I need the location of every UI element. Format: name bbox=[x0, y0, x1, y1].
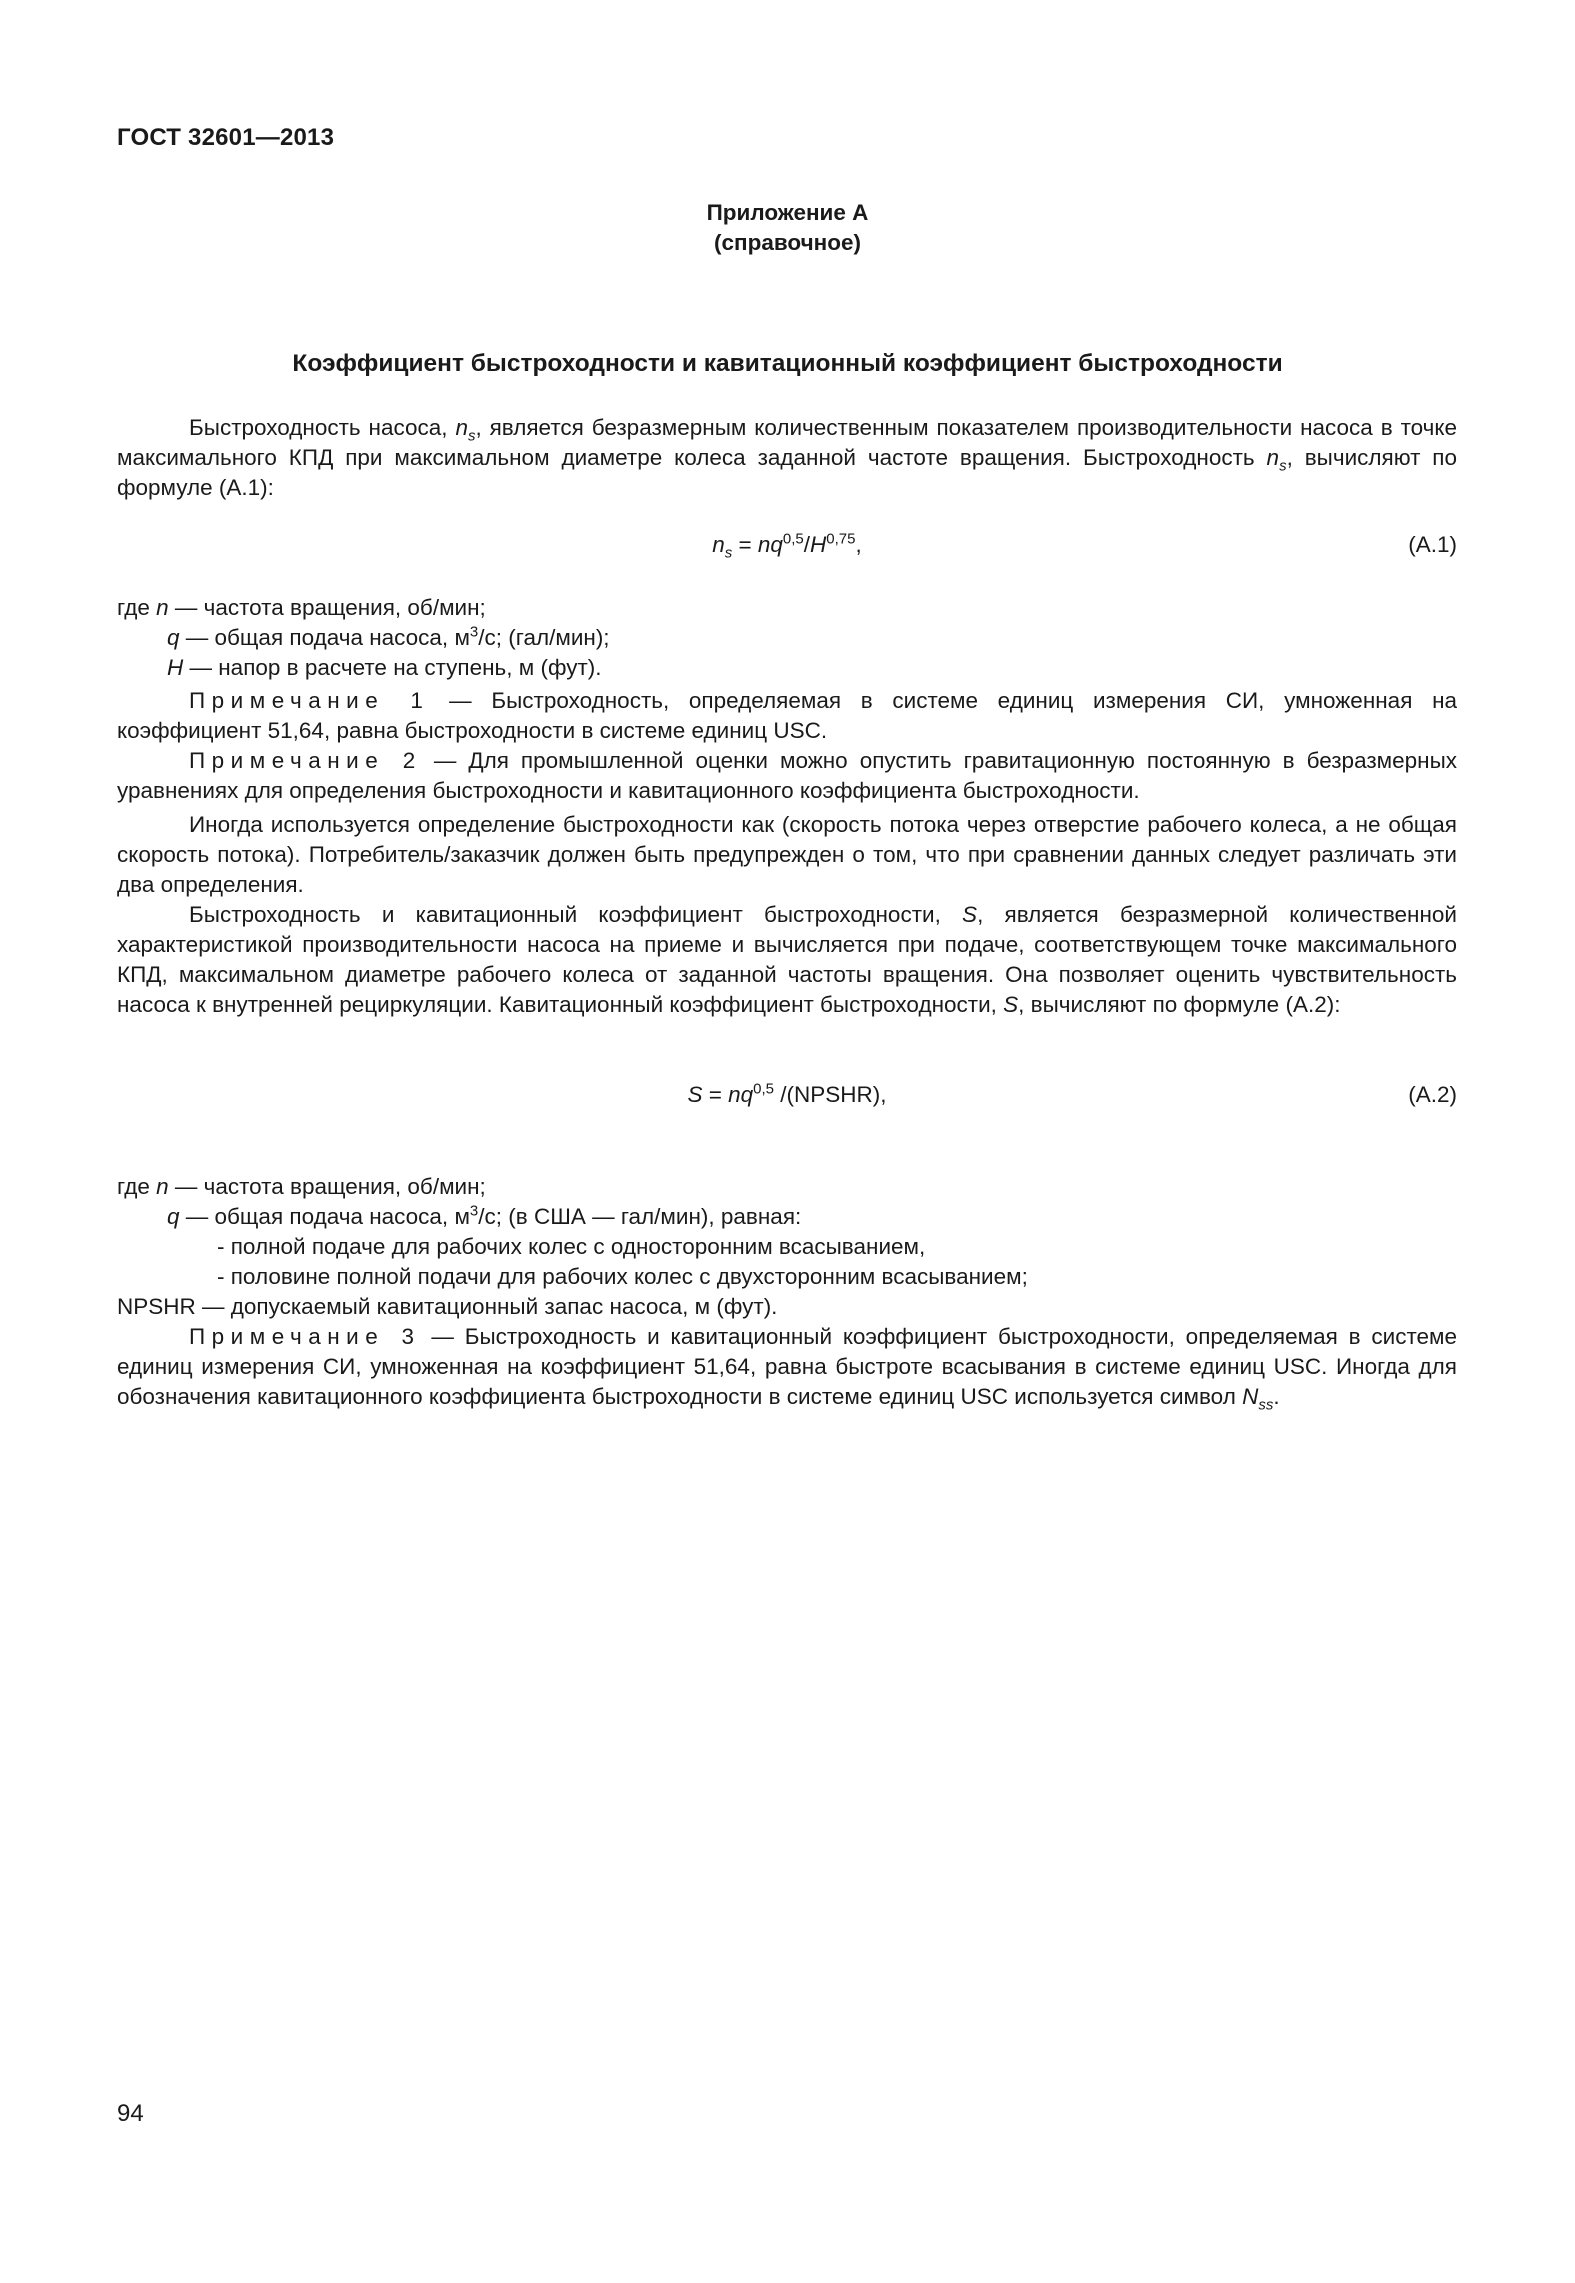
where-block-2: где n — частота вращения, об/мин; q — общая подача насоса, $м^3/с$; (в США — гал/мин), равная: - полной подаче для рабочих колес с односторонним всасыванием, - половине полной подачи для рабочих колес с двухсторонним всасыванием; NPSHR — допускаемый кавитационный запас насоса, м (фут). Примечание 3 — Быстроходность и кавитационный коэффициент быстроходности, определяемая в системе единиц измерения СИ, умноженная на коэффициент 51,64, равна быстроте всасывания в системе единиц USC. Иногда для обозначения кавитационного коэффициента быстроходности в системе единиц USC используется символ $N_{ss}$. bbox=[117, 1174, 1457, 1414]
notes-and-paragraphs bbox=[117, 686, 1457, 1020]
formula-a1-expression: $n_s = nq^{0,5}/H^{0,75}$, bbox=[712, 530, 862, 562]
appendix-type: (справочное) bbox=[714, 230, 861, 255]
formula-a2-expression: S = nq$^{0,5}$ /(NPSHR), bbox=[687, 1080, 887, 1107]
formula-a1 bbox=[117, 532, 1457, 566]
formula-a2 bbox=[117, 1082, 1457, 1116]
section-title: Коэффициент быстроходности и кавитационный коэффициент быстроходности bbox=[292, 350, 1283, 377]
appendix-title: Приложение А bbox=[706, 200, 869, 225]
note-3: Примечание 3 — Быстроходность и кавитационный коэффициент быстроходности, определяемая в системе единиц измерения СИ, умноженная на коэффициент 51,64, равна быстроте всасывания в системе единиц USC. Иногда для обозначения кавитационного коэффициента быстроходности в системе единиц USC используется символ $N_{ss}$. bbox=[117, 1324, 1457, 1414]
formula-a2-number: (А.2) bbox=[1408, 1082, 1457, 1107]
standard-designation: ГОСТ 32601—2013 bbox=[117, 124, 335, 151]
paragraph-intro: Быстроходность насоса, $n_s$, является безразмерным количественным показателем производительности насоса в точке максимального КПД при максимальном диаметре колеса заданной частоте вращения. Быстроходность $n_s$, вычисляют по формуле (А.1): bbox=[117, 415, 1457, 500]
note-1: Примечание 1 — Быстроходность, определяемая в системе единиц измерения СИ, умноженная на коэффициент 51,64, равна быстроходности в системе единиц USC. bbox=[117, 688, 1458, 743]
paragraph-definition: Иногда используется определение быстроходности как (скорость потока через отверстие рабочего колеса, а не общая скорость потока). Потребитель/заказчик должен быть предупрежден о том, что при сравнении данных следует различать эти два определения. bbox=[117, 812, 1457, 897]
formula-a1-number: (А.1) bbox=[1408, 532, 1457, 557]
paragraph-cavitation: Быстроходность и кавитационный коэффициент быстроходности, S, является безразмерной количественной характеристикой производительности насоса на приеме и вычисляется при подаче, соответствующем точке максимального КПД, максимальном диаметре рабочего колеса от заданной частоты вращения. Она позволяет оценить чувствительность насоса к внутренней рециркуляции. Кавитационный коэффициент быстроходности, S, вычисляют по формуле (А.2): bbox=[117, 902, 1457, 1017]
note-2: Примечание 2 — Для промышленной оценки можно опустить гравитационную постоянную в безразмерных уравнениях для определения быстроходности и кавитационного коэффициента быстроходности. bbox=[117, 748, 1457, 803]
where-block-1: где n — частота вращения, об/мин; q — общая подача насоса, $м^3/с$; (гал/мин); H — напор в расчете на ступень, м (фут). bbox=[117, 595, 610, 680]
page-number: 94 bbox=[117, 2100, 144, 2127]
